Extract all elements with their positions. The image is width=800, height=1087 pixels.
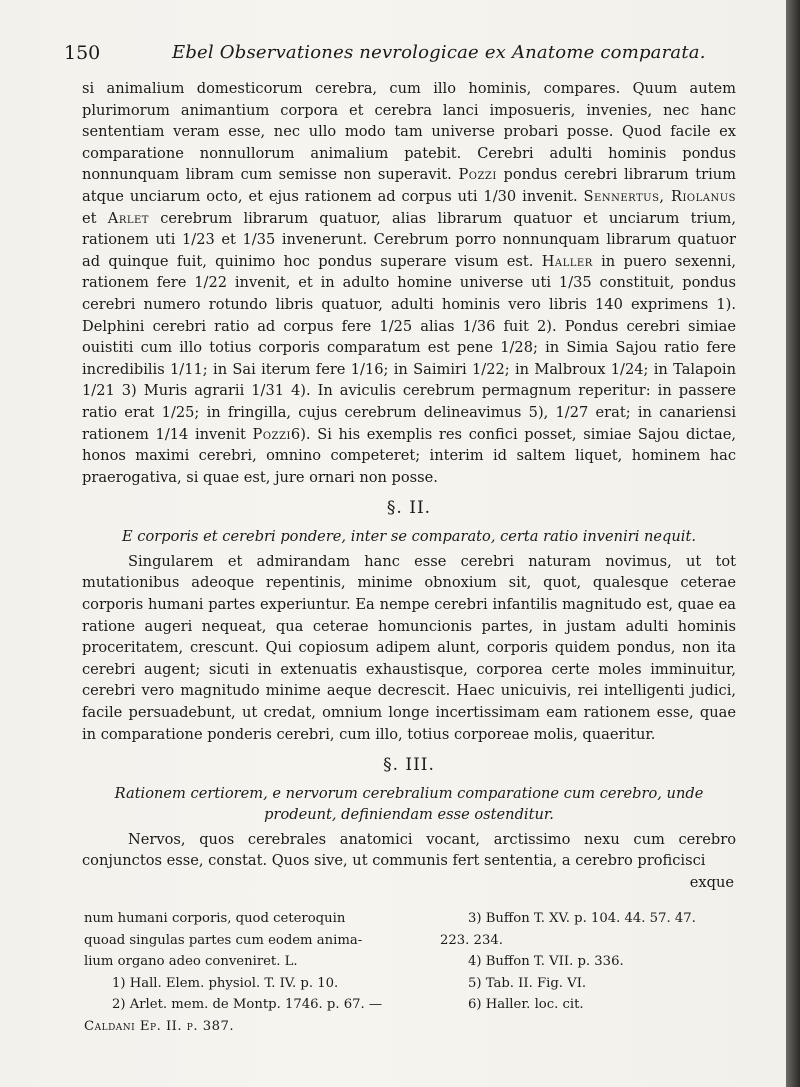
author-name: Arlet [107, 209, 149, 227]
footnotes-left-column [84, 908, 384, 1038]
page-header [64, 40, 744, 70]
section-title: E corporis et cerebri pondere, inter se comparato, certa ratio inveniri nequit. [122, 527, 696, 545]
paragraph-continuation: si animalium domesticorum cerebra, cum illo hominis, compares. Quum autem plurimorum animantium corpora et cerebra lanci imposueris, invenies, nec hanc sententiam veram esse, nec ullo modo tam universe probari posse. Quod facile ex comparatione nonnullorum animalium patebit. Cerebri adulti hominis pondus nonnunquam libram cum semisse non superavit. Pozzi pondus cerebri librarum trium atque unciarum octo, et ejus rationem ad corpus uti 1/30 invenit. Sennertus, Riolanus et Arlet cerebrum librarum quatuor, alias librarum quatuor et unciarum trium, rationem uti 1/23 et 1/35 invenerunt. Cerebrum porro nonnunquam librarum quatuor ad quinque fuit, quinimo hoc pondus superare visum est. Haller in puero sexenni, rationem fere 1/22 invenit, et in adulto homine universe uti 1/35 constituit, pondus cerebri numero rotundo libris quatuor, adulti hominis vero libris 140 exprimens 1). Delphini cerebri ratio ad corpus fere 1/25 alias 1/36 fuit 2). Pondus cerebri simiae ouistiti cum illo totius corporis comparatum est pene 1/28; in Simia Sajou ratio fere incredibilis 1/11; in Sai iterum fere 1/16; in Saimiri 1/22; in Malbroux 1/24; in Talapoin 1/21 3) Muris agrarii 1/31 4). In aviculis cerebrum permagnum reperitur: in passere ratio erat 1/25; in fringilla, cujus cerebrum delineavimus 5), 1/27 erat; in canariensi rationem 1/14 invenit Pozzi6). Si his exemplis res confici posset, simiae Sajou dictae, honos maximi cerebri, omnino competeret; interim id saltem liquet, hominem hac praerogativa, si quae est, jure ornari non posse. [82, 80, 737, 486]
footnotes [84, 908, 744, 1034]
footnote-line: 5) Tab. II. Fig. VI. [468, 975, 587, 991]
footnote-line: 6) Haller. loc. cit. [468, 997, 584, 1013]
footnote-line: 4) Buffon T. VII. p. 336. [468, 954, 624, 970]
paragraph: Nervos, quos cerebrales anatomici vocant, arctissimo nexu cum cerebro conjunctos esse, constat. Quos sive, ut communis fert sententia, a cerebro proficisci [82, 830, 736, 870]
page-edge-shadow [786, 0, 800, 1087]
footnotes-right-column [440, 908, 750, 1016]
running-head: Ebel Observationes nevrologicae ex Anatome comparata. [172, 42, 706, 63]
main-text [82, 78, 736, 894]
page-number: 150 [64, 42, 101, 64]
paragraph: Singularem et admirandam hanc esse cerebri naturam novimus, ut tot mutationibus adeoque repentinis, minime obnoxium sit, quot, qualesque ceterae corporis humani partes experiuntur. Ea nempe cerebri infantilis magnitudo est, quae ea ratione augeri nequeat, qua ceterae homuncionis partes, in justam adulti hominis proceritatem, crescunt. Qui copiosum adipem alunt, corporis quidem pondus, non ita cerebri augent; sicuti in extenuatis exhaustisque, corporea certe moles imminuitur, cerebri vero magnitudo minime aeque decrescit. Haec unicuivis, rei intelligenti judici, facile persuadebunt, ut credat, omnium longe incertissimam eam rationem esse, quae in comparatione ponderis cerebri, cum illo, totius corporeae molis, quaeritur. [82, 552, 736, 743]
footnote-line: lium organo adeo conveniret. L. [84, 954, 298, 970]
footnote-line: 223. 234. [440, 932, 503, 948]
footnote-line: 1) Hall. Elem. physiol. T. IV. p. 10. [112, 975, 339, 991]
section-number: §. II. [386, 498, 432, 519]
author-name: Haller [541, 252, 593, 270]
section-title: Rationem certiorem, e nervorum cerebralium comparatione cum cerebro, unde prodeunt, definiendam esse ostenditur. [114, 784, 704, 823]
author-name: Pozzi [252, 425, 291, 443]
author-name: Pozzi [458, 166, 497, 184]
section-number: §. III. [383, 755, 435, 776]
footnote-line: 3) Buffon T. XV. p. 104. 44. 57. 47. [468, 911, 696, 926]
footnote-line: num humani corporis, quod ceteroquin [84, 911, 346, 926]
author-name: Sennertus, Riolanus [583, 187, 736, 205]
footnote-line: quoad singulas partes cum eodem anima- [84, 932, 363, 948]
footnote-line: Caldani Ep. II. p. 387. [84, 1018, 235, 1034]
footnote-line: 2) Arlet. mem. de Montp. 1746. p. 67. — [112, 997, 383, 1013]
catchword: exque [689, 874, 734, 891]
